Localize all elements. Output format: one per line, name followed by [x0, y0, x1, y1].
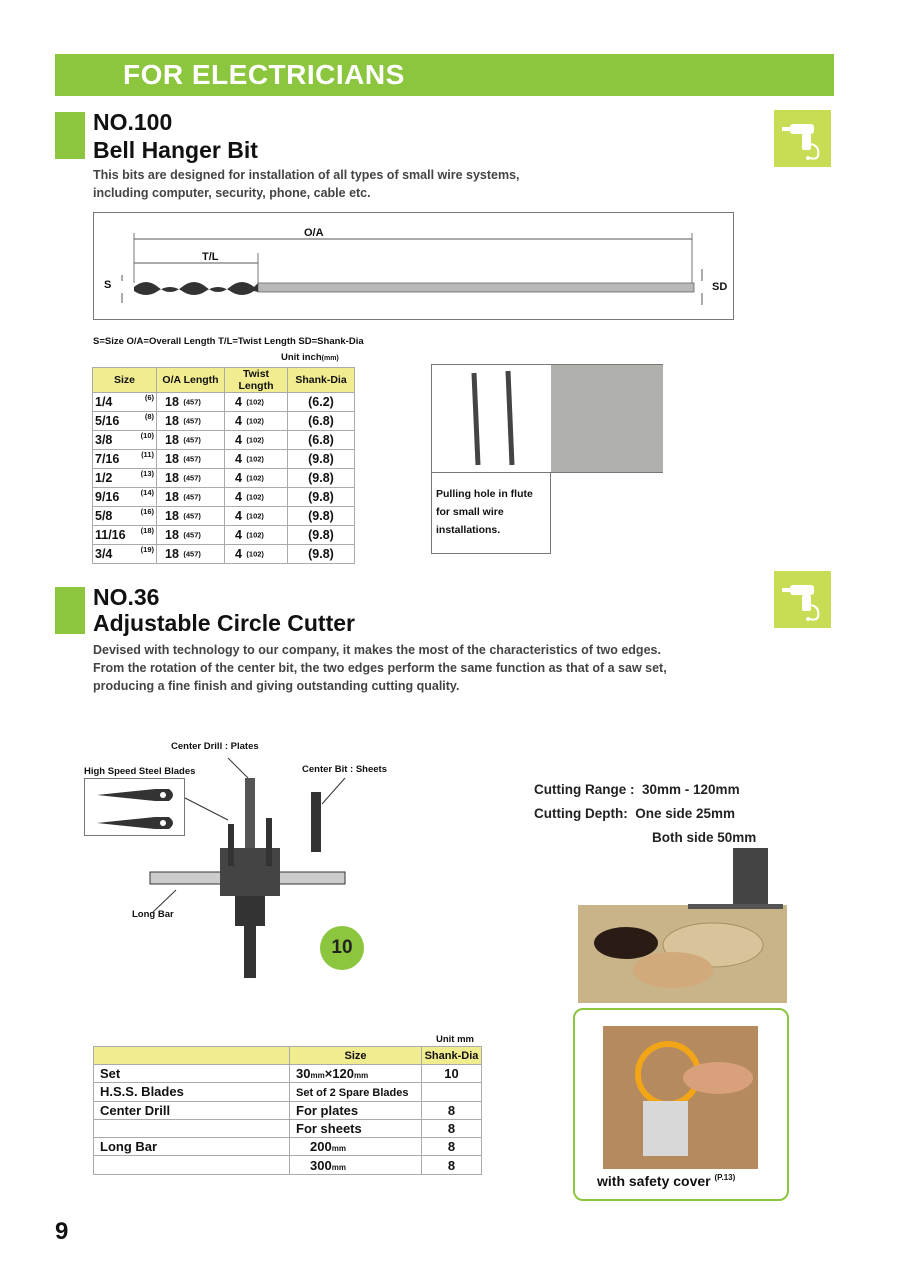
cutting-photo	[578, 848, 787, 1003]
header-size: Size	[290, 1047, 422, 1065]
section-marker	[55, 112, 85, 159]
bit-diagram	[93, 212, 734, 320]
hss-label: High Speed Steel Blades	[84, 766, 196, 777]
cutting-depth: Cutting Depth: One side 25mm	[534, 806, 736, 821]
header-tl: Twist Length	[225, 368, 288, 393]
center-bit-label: Center Bit : Sheets	[302, 764, 387, 775]
unit-label: Unit mm	[436, 1034, 474, 1045]
cutting-depth-both: Both side 50mm	[652, 830, 757, 845]
table-row: 5/16 (8) 18 (457) 4 (102) (6.8)	[93, 412, 355, 431]
header-oa: O/A Length	[157, 368, 225, 393]
sd-label: SD	[712, 281, 728, 293]
header-shank-dia: Shank-Dia	[422, 1047, 482, 1065]
product-number: NO.100	[93, 109, 173, 135]
table-row: 5/8 (16) 18 (457) 4 (102) (9.8)	[93, 507, 355, 526]
flute-photo	[431, 364, 663, 473]
table-row: 1/4 (6) 18 (457) 4 (102) (6.2)	[93, 393, 355, 412]
table-row: 3/4 (19) 18 (457) 4 (102) (9.8)	[93, 545, 355, 564]
table-row: Center Drill For plates 8	[94, 1101, 482, 1119]
flute-caption: Pulling hole in flute for small wire installations.	[431, 472, 551, 554]
tl-label: T/L	[202, 251, 219, 263]
legend: S=Size O/A=Overall Length T/L=Twist Length SD=Shank-Dia	[93, 336, 364, 347]
oa-label: O/A	[304, 227, 324, 239]
center-drill-label: Center Drill : Plates	[171, 741, 259, 752]
table-row: For sheets 8	[94, 1119, 482, 1137]
drill-icon	[774, 571, 831, 628]
product-number: NO.36	[93, 584, 160, 610]
table-row: 9/16 (14) 18 (457) 4 (102) (9.8)	[93, 488, 355, 507]
header-size: Size	[93, 368, 157, 393]
s-label: S	[104, 279, 112, 291]
table-row: 1/2 (13) 18 (457) 4 (102) (9.8)	[93, 469, 355, 488]
section-banner: FOR ELECTRICIANS	[55, 54, 834, 96]
product-title: Bell Hanger Bit	[93, 137, 258, 163]
section-marker	[55, 587, 85, 634]
unit-label: Unit inch(mm)	[281, 352, 339, 363]
product-description: This bits are designed for installation of all types of small wire systems, including computer, security, phone, cable etc.	[93, 168, 520, 200]
parts-table	[93, 1046, 482, 1175]
table-row: 300mm 8	[94, 1156, 482, 1174]
safety-cover-box	[573, 1008, 789, 1201]
header-sd: Shank-Dia	[288, 368, 355, 393]
page-number: 9	[55, 1218, 69, 1245]
product-description: Devised with technology to our company, it makes the most of the characteristics of two edges. From the rotation of the center bit, the two edges perform the same function as that of a saw set, producing a fine finish and giving outstanding cutting quality.	[93, 643, 667, 693]
table-row: Long Bar 200mm 8	[94, 1138, 482, 1156]
package-badge: 10	[320, 926, 364, 970]
table-row: H.S.S. Blades Set of 2 Spare Blades	[94, 1083, 482, 1101]
table-row: 7/16 (11) 18 (457) 4 (102) (9.8)	[93, 450, 355, 469]
table-row: 3/8 (10) 18 (457) 4 (102) (6.8)	[93, 431, 355, 450]
size-table	[92, 367, 355, 564]
table-row: Set 30mm×120mm 10	[94, 1065, 482, 1083]
long-bar-label: Long Bar	[132, 909, 174, 920]
drill-icon	[774, 110, 831, 167]
safety-cover-photo	[603, 1026, 758, 1169]
product-title: Adjustable Circle Cutter	[93, 610, 355, 636]
cutting-range: Cutting Range : 30mm - 120mm	[534, 782, 740, 797]
table-row: 11/16 (18) 18 (457) 4 (102) (9.8)	[93, 526, 355, 545]
safety-cover-label: with safety cover $^{(P.13)}$	[597, 1173, 736, 1189]
